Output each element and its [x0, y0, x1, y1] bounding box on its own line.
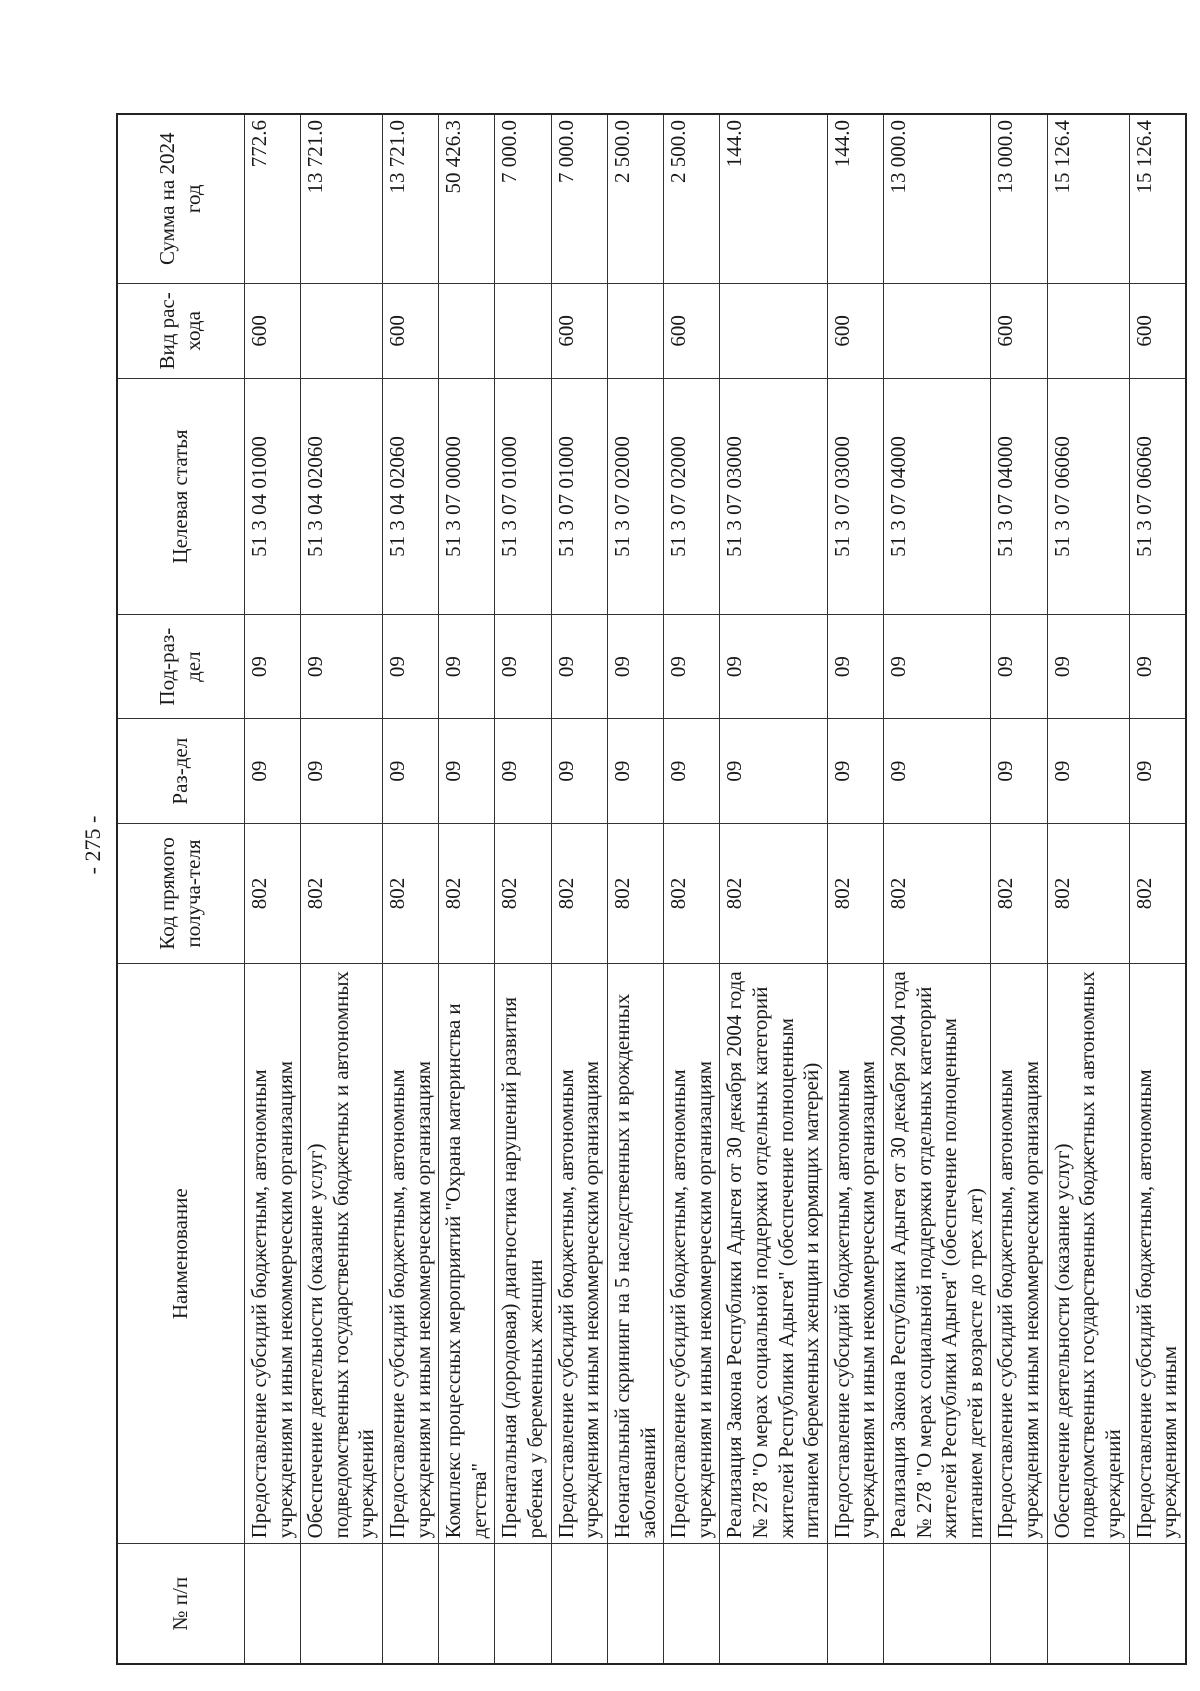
cell-sum: 13 721.0 — [383, 114, 439, 283]
cell-code: 802 — [383, 823, 439, 963]
cell-section: 09 — [383, 719, 439, 824]
table-row — [245, 114, 301, 1664]
cell-subsection: 09 — [439, 614, 495, 719]
cell-num — [301, 1544, 383, 1664]
cell-section: 09 — [1129, 719, 1186, 824]
cell-target: 51 3 07 00000 — [439, 379, 495, 615]
cell-subsection: 09 — [245, 614, 301, 719]
table-row — [884, 114, 991, 1664]
table-row — [383, 114, 439, 1664]
budget-table — [116, 113, 1187, 1665]
cell-subsection: 09 — [551, 614, 607, 719]
cell-code: 802 — [827, 823, 883, 963]
cell-num — [383, 1544, 439, 1664]
cell-subsection: 09 — [301, 614, 383, 719]
cell-num — [1129, 1544, 1186, 1664]
cell-target: 51 3 07 01000 — [551, 379, 607, 615]
header-num: № п/п — [117, 1544, 245, 1664]
cell-sum: 15 126.4 — [1047, 114, 1129, 283]
cell-sum: 2 500.0 — [607, 114, 663, 283]
header-exptype: Вид рас-хода — [117, 283, 245, 379]
cell-name: Предоставление субсидий бюджетным, автономным учреждениям и иным некоммерческим организациям — [383, 964, 439, 1544]
table-body — [245, 114, 1186, 1664]
cell-section: 09 — [991, 719, 1047, 824]
cell-num — [495, 1544, 551, 1664]
cell-target: 51 3 04 02060 — [383, 379, 439, 615]
cell-exptype: 600 — [1129, 283, 1186, 379]
cell-subsection: 09 — [664, 614, 720, 719]
cell-sum: 13 000.0 — [884, 114, 991, 283]
page-number: - 275 - — [80, 815, 105, 875]
cell-code: 802 — [720, 823, 827, 963]
cell-target: 51 3 04 01000 — [245, 379, 301, 615]
cell-sum: 2 500.0 — [664, 114, 720, 283]
cell-target: 51 3 07 03000 — [827, 379, 883, 615]
cell-target: 51 3 07 06060 — [1129, 379, 1186, 615]
cell-subsection: 09 — [884, 614, 991, 719]
cell-num — [551, 1544, 607, 1664]
cell-sum: 15 126.4 — [1129, 114, 1186, 283]
cell-exptype — [495, 283, 551, 379]
cell-sum: 144.0 — [827, 114, 883, 283]
cell-section: 09 — [720, 719, 827, 824]
cell-name: Пренатальная (дородовая) диагностика нарушений развития ребенка у беременных женщин — [495, 964, 551, 1544]
cell-code: 802 — [884, 823, 991, 963]
cell-target: 51 3 07 06060 — [1047, 379, 1129, 615]
cell-code: 802 — [607, 823, 663, 963]
cell-target: 51 3 07 03000 — [720, 379, 827, 615]
cell-name: Комплекс процессных мероприятий "Охрана материнства и детства" — [439, 964, 495, 1544]
cell-num — [245, 1544, 301, 1664]
cell-code: 802 — [495, 823, 551, 963]
cell-section: 09 — [301, 719, 383, 824]
cell-name: Обеспечение деятельности (оказание услуг) подведомственных государственных бюджетных и автономных учреждений — [301, 964, 383, 1544]
cell-name: Предоставление субсидий бюджетным, автономным учреждениям и иным — [1129, 964, 1186, 1544]
table-header-row — [117, 114, 245, 1664]
cell-sum: 13 000.0 — [991, 114, 1047, 283]
cell-num — [991, 1544, 1047, 1664]
cell-name: Предоставление субсидий бюджетным, автономным учреждениям и иным некоммерческим организациям — [827, 964, 883, 1544]
header-subsection: Под-раз-дел — [117, 614, 245, 719]
cell-sum: 7 000.0 — [551, 114, 607, 283]
cell-sum: 7 000.0 — [495, 114, 551, 283]
cell-num — [720, 1544, 827, 1664]
table-row — [827, 114, 883, 1664]
cell-code: 802 — [991, 823, 1047, 963]
cell-code: 802 — [664, 823, 720, 963]
cell-exptype: 600 — [664, 283, 720, 379]
cell-name: Неонатальный скрининг на 5 наследственных и врожденных заболеваний — [607, 964, 663, 1544]
cell-num — [884, 1544, 991, 1664]
header-code: Код прямого получа-теля — [117, 823, 245, 963]
cell-section: 09 — [551, 719, 607, 824]
cell-exptype — [884, 283, 991, 379]
cell-subsection: 09 — [1047, 614, 1129, 719]
table-row — [1047, 114, 1129, 1664]
table-row — [551, 114, 607, 1664]
cell-exptype: 600 — [383, 283, 439, 379]
cell-target: 51 3 07 02000 — [607, 379, 663, 615]
cell-section: 09 — [664, 719, 720, 824]
table-row — [439, 114, 495, 1664]
cell-name: Реализация Закона Республики Адыгея от 30 декабря 2004 года № 278 "О мерах социальной поддержки отдельных категорий жителей Республики Адыгея" (обеспечение полноценным питанием беременных женщин и кормящих матерей) — [720, 964, 827, 1544]
cell-target: 51 3 07 04000 — [884, 379, 991, 615]
cell-exptype — [720, 283, 827, 379]
cell-sum: 772.6 — [245, 114, 301, 283]
cell-section: 09 — [827, 719, 883, 824]
cell-name: Реализация Закона Республики Адыгея от 30 декабря 2004 года № 278 "О мерах социальной поддержки отдельных категорий жителей Республики Адыгея" (обеспечение полноценным питанием детей в возрасте до трех лет) — [884, 964, 991, 1544]
table-row — [1129, 114, 1186, 1664]
cell-sum: 50 426.3 — [439, 114, 495, 283]
cell-name: Обеспечение деятельности (оказание услуг) подведомственных государственных бюджетных и автономных учреждений — [1047, 964, 1129, 1544]
cell-name: Предоставление субсидий бюджетным, автономным учреждениям и иным некоммерческим организациям — [664, 964, 720, 1544]
cell-section: 09 — [439, 719, 495, 824]
cell-num — [664, 1544, 720, 1664]
header-target: Целевая статья — [117, 379, 245, 615]
cell-subsection: 09 — [827, 614, 883, 719]
cell-section: 09 — [607, 719, 663, 824]
cell-exptype: 600 — [991, 283, 1047, 379]
table-row — [991, 114, 1047, 1664]
cell-name: Предоставление субсидий бюджетным, автономным учреждениям и иным некоммерческим организациям — [245, 964, 301, 1544]
table-row — [720, 114, 827, 1664]
table-row — [664, 114, 720, 1664]
cell-code: 802 — [1129, 823, 1186, 963]
cell-num — [439, 1544, 495, 1664]
cell-target: 51 3 07 04000 — [991, 379, 1047, 615]
cell-code: 802 — [439, 823, 495, 963]
cell-subsection: 09 — [495, 614, 551, 719]
table-row — [495, 114, 551, 1664]
cell-sum: 13 721.0 — [301, 114, 383, 283]
table-row — [607, 114, 663, 1664]
cell-section: 09 — [495, 719, 551, 824]
cell-exptype: 600 — [827, 283, 883, 379]
rotated-table-container — [116, 113, 1182, 1665]
cell-exptype: 600 — [245, 283, 301, 379]
cell-num — [827, 1544, 883, 1664]
cell-sum: 144.0 — [720, 114, 827, 283]
cell-exptype — [607, 283, 663, 379]
cell-target: 51 3 07 02000 — [664, 379, 720, 615]
cell-exptype: 600 — [551, 283, 607, 379]
cell-num — [607, 1544, 663, 1664]
cell-num — [1047, 1544, 1129, 1664]
cell-name: Предоставление субсидий бюджетным, автономным учреждениям и иным некоммерческим организациям — [991, 964, 1047, 1544]
cell-code: 802 — [1047, 823, 1129, 963]
cell-section: 09 — [1047, 719, 1129, 824]
cell-subsection: 09 — [1129, 614, 1186, 719]
cell-code: 802 — [245, 823, 301, 963]
table-row — [301, 114, 383, 1664]
header-section: Раз-дел — [117, 719, 245, 824]
header-sum: Сумма на 2024 год — [117, 114, 245, 283]
cell-code: 802 — [301, 823, 383, 963]
cell-subsection: 09 — [607, 614, 663, 719]
cell-subsection: 09 — [720, 614, 827, 719]
cell-section: 09 — [245, 719, 301, 824]
cell-exptype — [439, 283, 495, 379]
cell-subsection: 09 — [383, 614, 439, 719]
cell-target: 51 3 07 01000 — [495, 379, 551, 615]
cell-target: 51 3 04 02060 — [301, 379, 383, 615]
header-name: Наименование — [117, 964, 245, 1544]
cell-section: 09 — [884, 719, 991, 824]
cell-exptype — [1047, 283, 1129, 379]
cell-exptype — [301, 283, 383, 379]
cell-code: 802 — [551, 823, 607, 963]
cell-name: Предоставление субсидий бюджетным, автономным учреждениям и иным некоммерческим организациям — [551, 964, 607, 1544]
cell-subsection: 09 — [991, 614, 1047, 719]
